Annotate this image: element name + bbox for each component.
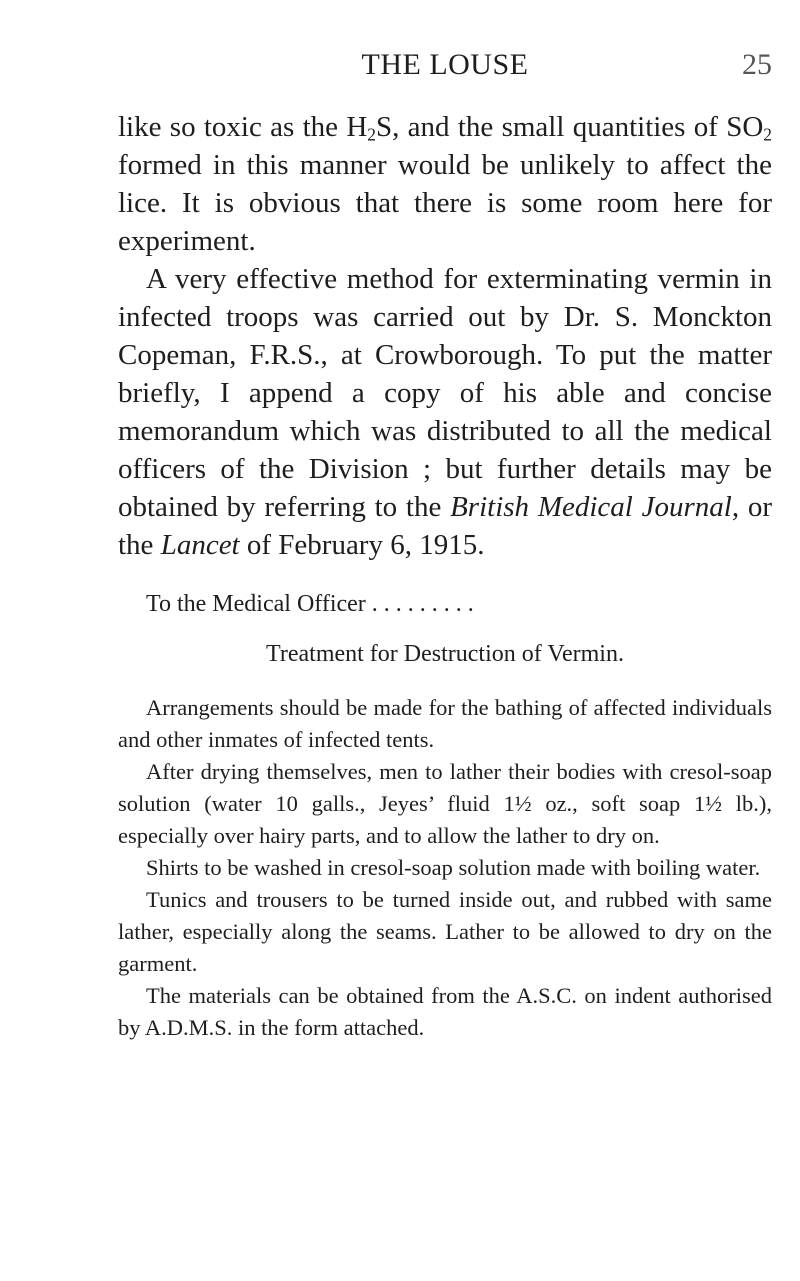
journal-title-bmj: British Medical Journal xyxy=(450,491,732,523)
text-run: A very effective method for exterminating vermin in infected troops was carried out by Dr. S. Monckton Copeman, F.R.S., at Crowborough. To put the matter briefly, I append a copy of his able and concise memorandum which was distributed to all the medical officers of the Division ; but further details may be obtained by referring to the xyxy=(118,263,772,523)
memo-body xyxy=(118,692,772,1044)
memo-paragraph: Arrangements should be made for the bathing of affected individuals and other inmates of infected tents. xyxy=(118,695,772,752)
text-run: formed in this manner would be unlikely to affect the lice. It is obvious that there is some room here for experiment. xyxy=(118,149,772,257)
memo-paragraph: Tunics and trousers to be turned inside out, and rubbed with same lather, especially along the seams. Lather to be allowed to dry on the garment. xyxy=(118,887,772,976)
main-text xyxy=(118,108,772,564)
text-run: , or the xyxy=(118,491,772,561)
text-run: like so toxic as the H xyxy=(118,111,368,143)
memo-paragraph: The materials can be obtained from the A.S.C. on indent authorised by A.D.M.S. in the form attached. xyxy=(118,983,772,1040)
paragraph-copeman-method xyxy=(118,260,772,564)
page-number: 25 xyxy=(742,48,772,81)
subscript: 2 xyxy=(763,124,772,145)
text-run: of February 6, 1915. xyxy=(239,529,485,561)
page-header xyxy=(118,48,772,88)
memorandum xyxy=(118,588,772,1044)
subscript: 2 xyxy=(367,124,376,145)
memo-paragraph: After drying themselves, men to lather their bodies with cresol-soap solution (water 10 galls., Jeyes’ fluid 1½ oz., soft soap 1½ lb.), especially over hairy parts, and to allow the lather to dry on. xyxy=(118,759,772,848)
memo-title: Treatment for Destruction of Vermin. xyxy=(266,641,624,667)
memo-addressee: To the Medical Officer . . . . . . . . . xyxy=(146,591,474,617)
running-head: THE LOUSE xyxy=(361,48,529,81)
memo-paragraph: Shirts to be washed in cresol-soap solution made with boiling water. xyxy=(146,855,761,880)
journal-title-lancet: Lancet xyxy=(160,529,240,561)
paragraph-continued xyxy=(118,108,772,260)
text-run: S, and the small quantities of SO xyxy=(376,111,764,143)
page-body xyxy=(118,108,772,1044)
